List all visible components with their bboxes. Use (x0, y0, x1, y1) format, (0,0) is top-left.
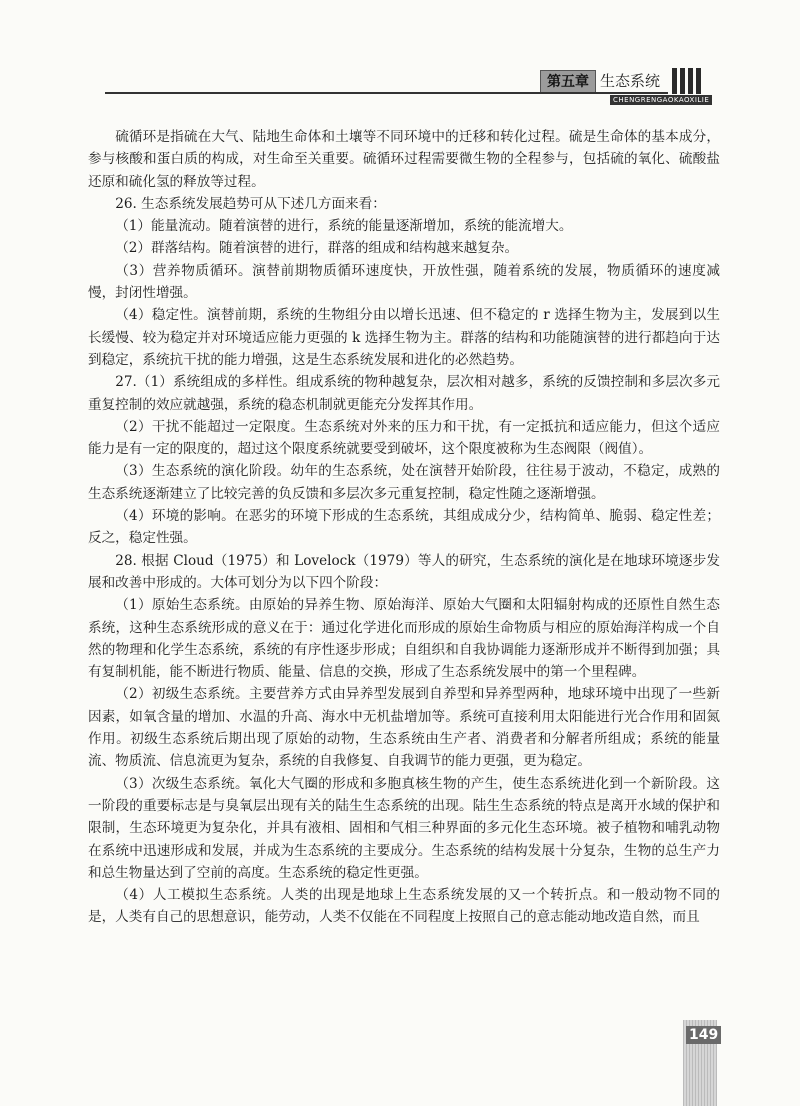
page-header (105, 62, 710, 104)
paragraph: 28. 根据 Cloud（1975）和 Lovelock（1979）等人的研究，生态系统的演化是在地球环境逐步发展和改善中形成的。大体可划分为以下四个阶段： (88, 552, 720, 591)
paragraph: 26. 生态系统发展趋势可从下述几方面来看： (115, 195, 386, 212)
paragraph: （2）初级生态系统。主要营养方式由异养型发展到自养型和异养型两种，地球环境中出现了一些新因素，如氧含量的增加、水温的升高、海水中无机盐增加等。系统可直接利用太阳能进行光合作用和固氮作用。初级生态系统后期出现了原始的动物，生态系统由生产者、消费者和分解者所组成；系统的能量流、物质流、信息流更为复杂，系统的自我修复、自我调节的能力更强，更为稳定。 (88, 686, 720, 770)
paragraph: （2）群落结构。随着演替的进行，群落的组成和结构越来越复杂。 (115, 240, 519, 257)
header-rule (105, 92, 668, 94)
paragraph: 27.（1）系统组成的多样性。组成系统的物种越复杂，层次相对越多，系统的反馈控制和多层次多元重复控制的效应就越强，系统的稳态机制就更能充分发挥其作用。 (88, 374, 720, 413)
paragraph: （3）营养物质循环。演替前期物质循环速度快，开放性强，随着系统的发展，物质循环的速度减慢，封闭性增强。 (88, 262, 720, 302)
paragraph: （4）稳定性。演替前期，系统的生物组分由以增长迅速、但不稳定的 r 选择生物为主，发展到以生长缓慢、较为稳定并对环境适应能力更强的 k 选择生物为主。群落的结构和功能随演替的进行都趋向于达到稳定，系统抗干扰的能力增强，这是生态系统发展和进化的必然趋势。 (88, 307, 720, 368)
paragraph: 硫循环是指硫在大气、陆地生命体和土壤等不同环境中的迁移和转化过程。硫是生命体的基本成分，参与核酸和蛋白质的构成，对生命至关重要。硫循环过程需要微生物的全程参与，包括硫的氧化、硫酸盐还原和硫化氢的释放等过程。 (88, 129, 720, 190)
paragraph: （4）环境的影响。在恶劣的环境下形成的生态系统，其组成成分少，结构简单、脆弱、稳定性差；反之，稳定性强。 (88, 508, 720, 547)
paragraph: （1）能量流动。随着演替的进行，系统的能量逐渐增加，系统的能流增大。 (115, 218, 573, 235)
paragraph: （3）次级生态系统。氧化大气圈的形成和多胞真核生物的产生，使生态系统进化到一个新阶段。这一阶段的重要标志是与臭氧层出现有关的陆生生态系统的出现。陆生生态系统的特点是离开水域的保护和限制，生态环境更为复杂化，并具有液相、固相和气相三种界面的多元化生态环境。被子植物和哺乳动物在系统中迅速形成和发展，并成为生态系统的主要成分。生态系统的结构发展十分复杂，生物的总生产力和总生物量达到了空前的高度。生态系统的稳定性更强。 (88, 775, 720, 881)
chapter-title: 生态系统 (600, 72, 661, 90)
paragraph: （2）干扰不能超过一定限度。生态系统对外来的压力和干扰，有一定抵抗和适应能力，但这个适应能力是有一定的限度的，超过这个限度系统就要受到破坏，这个限度被称为生态阀限（阀值）。 (88, 418, 720, 458)
paragraph: （4）人工模拟生态系统。人类的出现是地球上生态系统发展的又一个转折点。和一般动物不同的是，人类有自己的思想意识，能劳动，人类不仅能在不同程度上按照自己的意志能动地改造自然，而且 (88, 887, 720, 926)
paragraph: （3）生态系统的演化阶段。幼年的生态系统，处在演替开始阶段，往往易于波动，不稳定，成熟的生态系统逐渐建立了比较完善的负反馈和多层次多元重复控制，稳定性随之逐渐增强。 (88, 463, 720, 502)
header-bars-decoration (672, 68, 704, 94)
paragraph: （1）原始生态系统。由原始的异养生物、原始海洋、原始大气圈和太阳辐射构成的还原性自然生态系统，这种生态系统形成的意义在于：通过化学进化而形成的原始生命物质与相应的原始海洋构成一个自然的物理和化学生态系统，系统的有序性逐步形成；自组织和自我协调能力逐渐形成并不断得到加强；具有复制机能，能不断进行物质、能量、信息的交换，形成了生态系统发展中的第一个里程碑。 (88, 597, 720, 681)
page-number: 149 (686, 1026, 721, 1044)
series-pinyin: CHENGRENGAOKAOXILIE (610, 95, 712, 105)
chapter-label: 第五章 (540, 70, 596, 94)
body-text (88, 126, 720, 929)
